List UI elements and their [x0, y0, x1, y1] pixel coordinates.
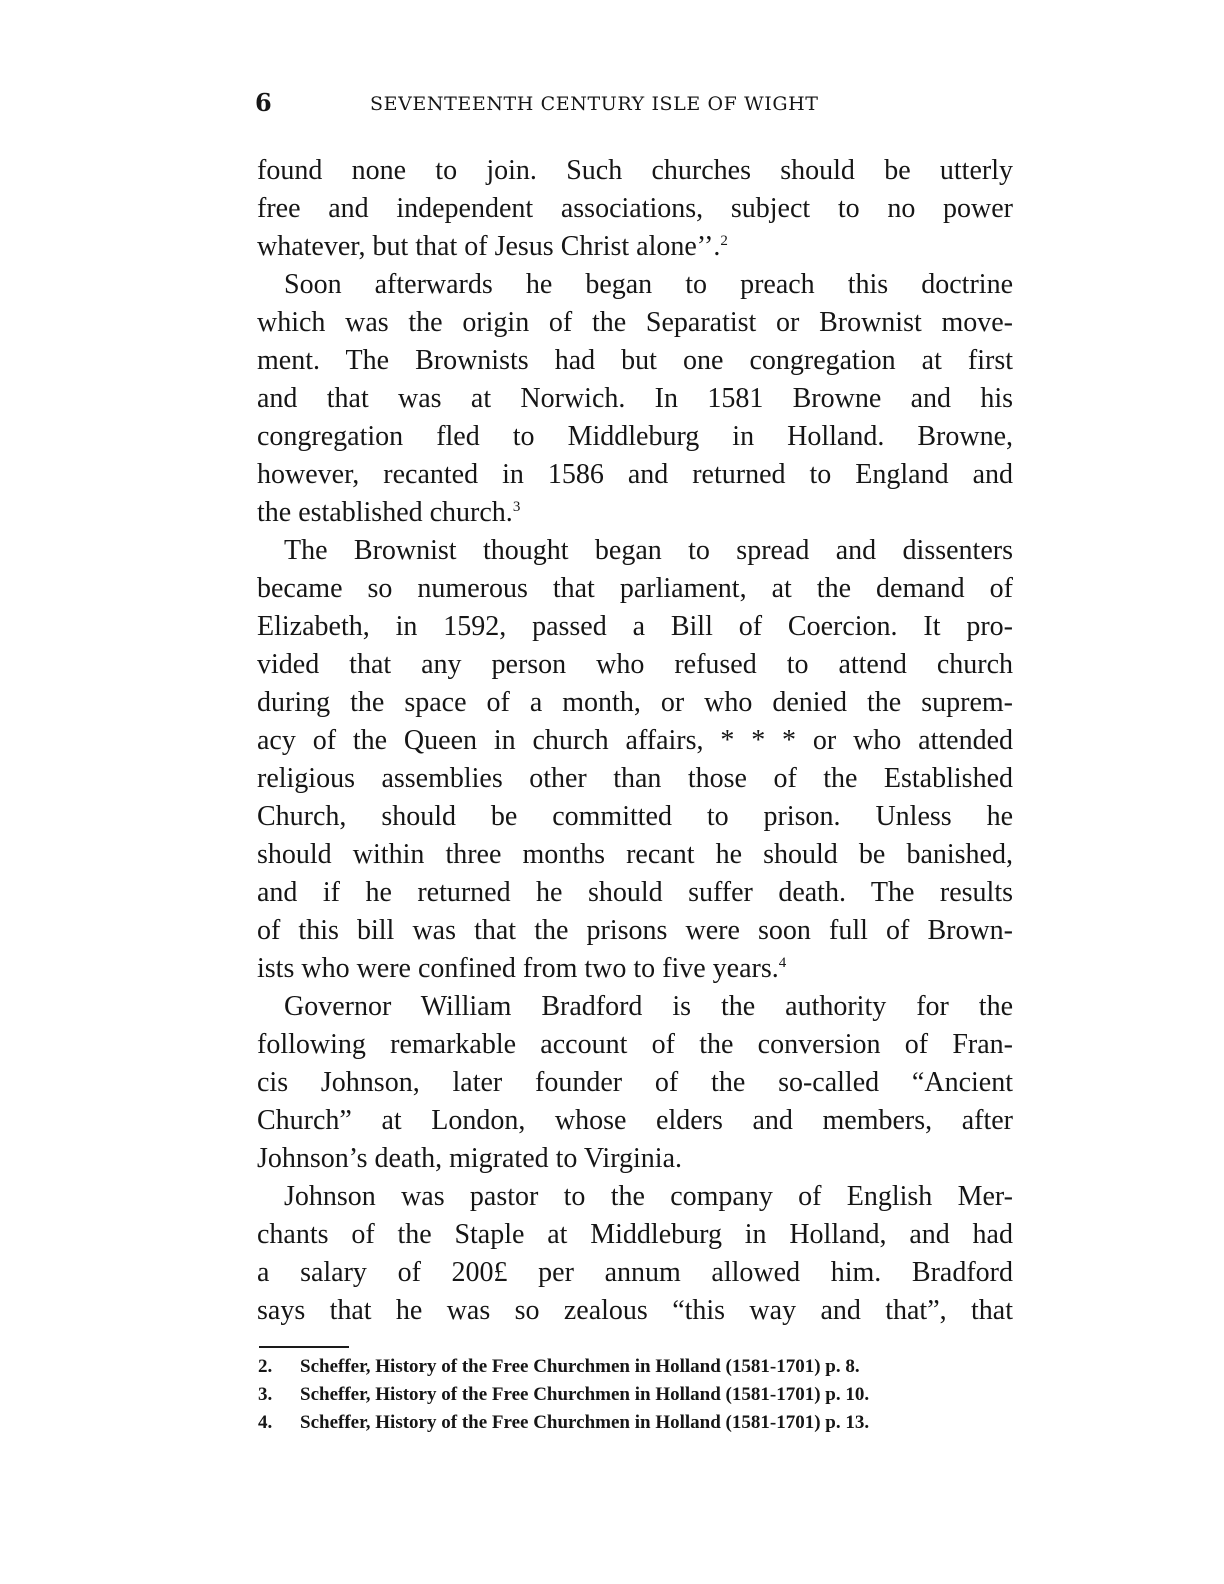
text-line: Governor William Bradford is the authority for the: [284, 991, 1013, 1022]
text-line: acy of the Queen in church affairs, * * * or who attended: [257, 725, 1013, 756]
text-line: Church” at London, whose elders and members, after: [257, 1105, 1013, 1136]
footnote-ref: 2: [720, 233, 728, 249]
running-head: SEVENTEENTH CENTURY ISLE OF WIGHT: [370, 93, 819, 115]
footnote: [258, 1409, 1018, 1437]
text-line: says that he was so zealous “this way and that”, that: [257, 1295, 1013, 1326]
footnote-number: 4.: [258, 1412, 273, 1433]
text-line: Johnson’s death, migrated to Virginia.: [257, 1143, 683, 1174]
paragraph: [257, 266, 1013, 532]
text-line: vided that any person who refused to attend church: [257, 649, 1013, 680]
text-line-content: ists who were confined from two to five years.: [257, 953, 779, 984]
footnote-rule: [259, 1346, 349, 1348]
footnote: [258, 1381, 1018, 1409]
paragraph: [257, 532, 1013, 988]
text-line: and if he returned he should suffer death. The results: [257, 877, 1013, 908]
footnote-text: Scheffer, History of the Free Churchmen in Holland (1581-1701) p. 10.: [300, 1384, 870, 1405]
page-header: [255, 88, 1015, 122]
text-line: [257, 228, 1013, 266]
text-line: free and independent associations, subject to no power: [257, 193, 1013, 224]
paragraph: [257, 988, 1013, 1178]
footnote-number: 2.: [258, 1356, 273, 1377]
footnote-number: 3.: [258, 1384, 273, 1405]
text-line: Johnson was pastor to the company of English Mer-: [284, 1181, 1013, 1212]
text-line: [257, 494, 1013, 532]
text-line: of this bill was that the prisons were soon full of Brown-: [257, 915, 1013, 946]
body-text: [257, 152, 1013, 1330]
text-line: during the space of a month, or who denied the suprem-: [257, 687, 1013, 718]
text-line: religious assemblies other than those of the Established: [257, 763, 1013, 794]
page-number: 6: [255, 88, 272, 117]
footnote-text: Scheffer, History of the Free Churchmen in Holland (1581-1701) p. 13.: [300, 1412, 870, 1433]
text-line-content: the established church.: [257, 497, 513, 528]
text-line: Soon afterwards he began to preach this doctrine: [284, 269, 1013, 300]
text-line: a salary of 200£ per annum allowed him. Bradford: [257, 1257, 1013, 1288]
text-line: Church, should be committed to prison. Unless he: [257, 801, 1013, 832]
text-line: found none to join. Such churches should be utterly: [257, 155, 1013, 186]
text-line: congregation fled to Middleburg in Holland. Browne,: [257, 421, 1013, 452]
paragraph: [257, 1178, 1013, 1330]
text-line: ment. The Brownists had but one congregation at first: [257, 345, 1013, 376]
text-line: chants of the Staple at Middleburg in Holland, and had: [257, 1219, 1013, 1250]
text-line: which was the origin of the Separatist or Brownist move-: [257, 307, 1013, 338]
text-line: and that was at Norwich. In 1581 Browne and his: [257, 383, 1013, 414]
footnote-ref: 4: [778, 955, 787, 971]
footnote: [258, 1353, 1018, 1381]
footnote-text: Scheffer, History of the Free Churchmen in Holland (1581-1701) p. 8.: [300, 1356, 860, 1377]
footnote-ref: 3: [512, 499, 521, 515]
text-line: should within three months recant he should be banished,: [257, 839, 1013, 870]
text-line: The Brownist thought began to spread and dissenters: [284, 535, 1013, 566]
text-line: cis Johnson, later founder of the so-called “Ancient: [257, 1067, 1013, 1098]
text-line-content: whatever, but that of Jesus Christ alone’’.: [257, 231, 721, 262]
text-line: Elizabeth, in 1592, passed a Bill of Coercion. It pro-: [257, 611, 1013, 642]
footnotes: [258, 1353, 1018, 1437]
paragraph: [257, 152, 1013, 266]
text-line: however, recanted in 1586 and returned to England and: [257, 459, 1013, 490]
text-line: [257, 950, 1013, 988]
text-line: became so numerous that parliament, at the demand of: [257, 573, 1013, 604]
text-line: following remarkable account of the conversion of Fran-: [257, 1029, 1013, 1060]
